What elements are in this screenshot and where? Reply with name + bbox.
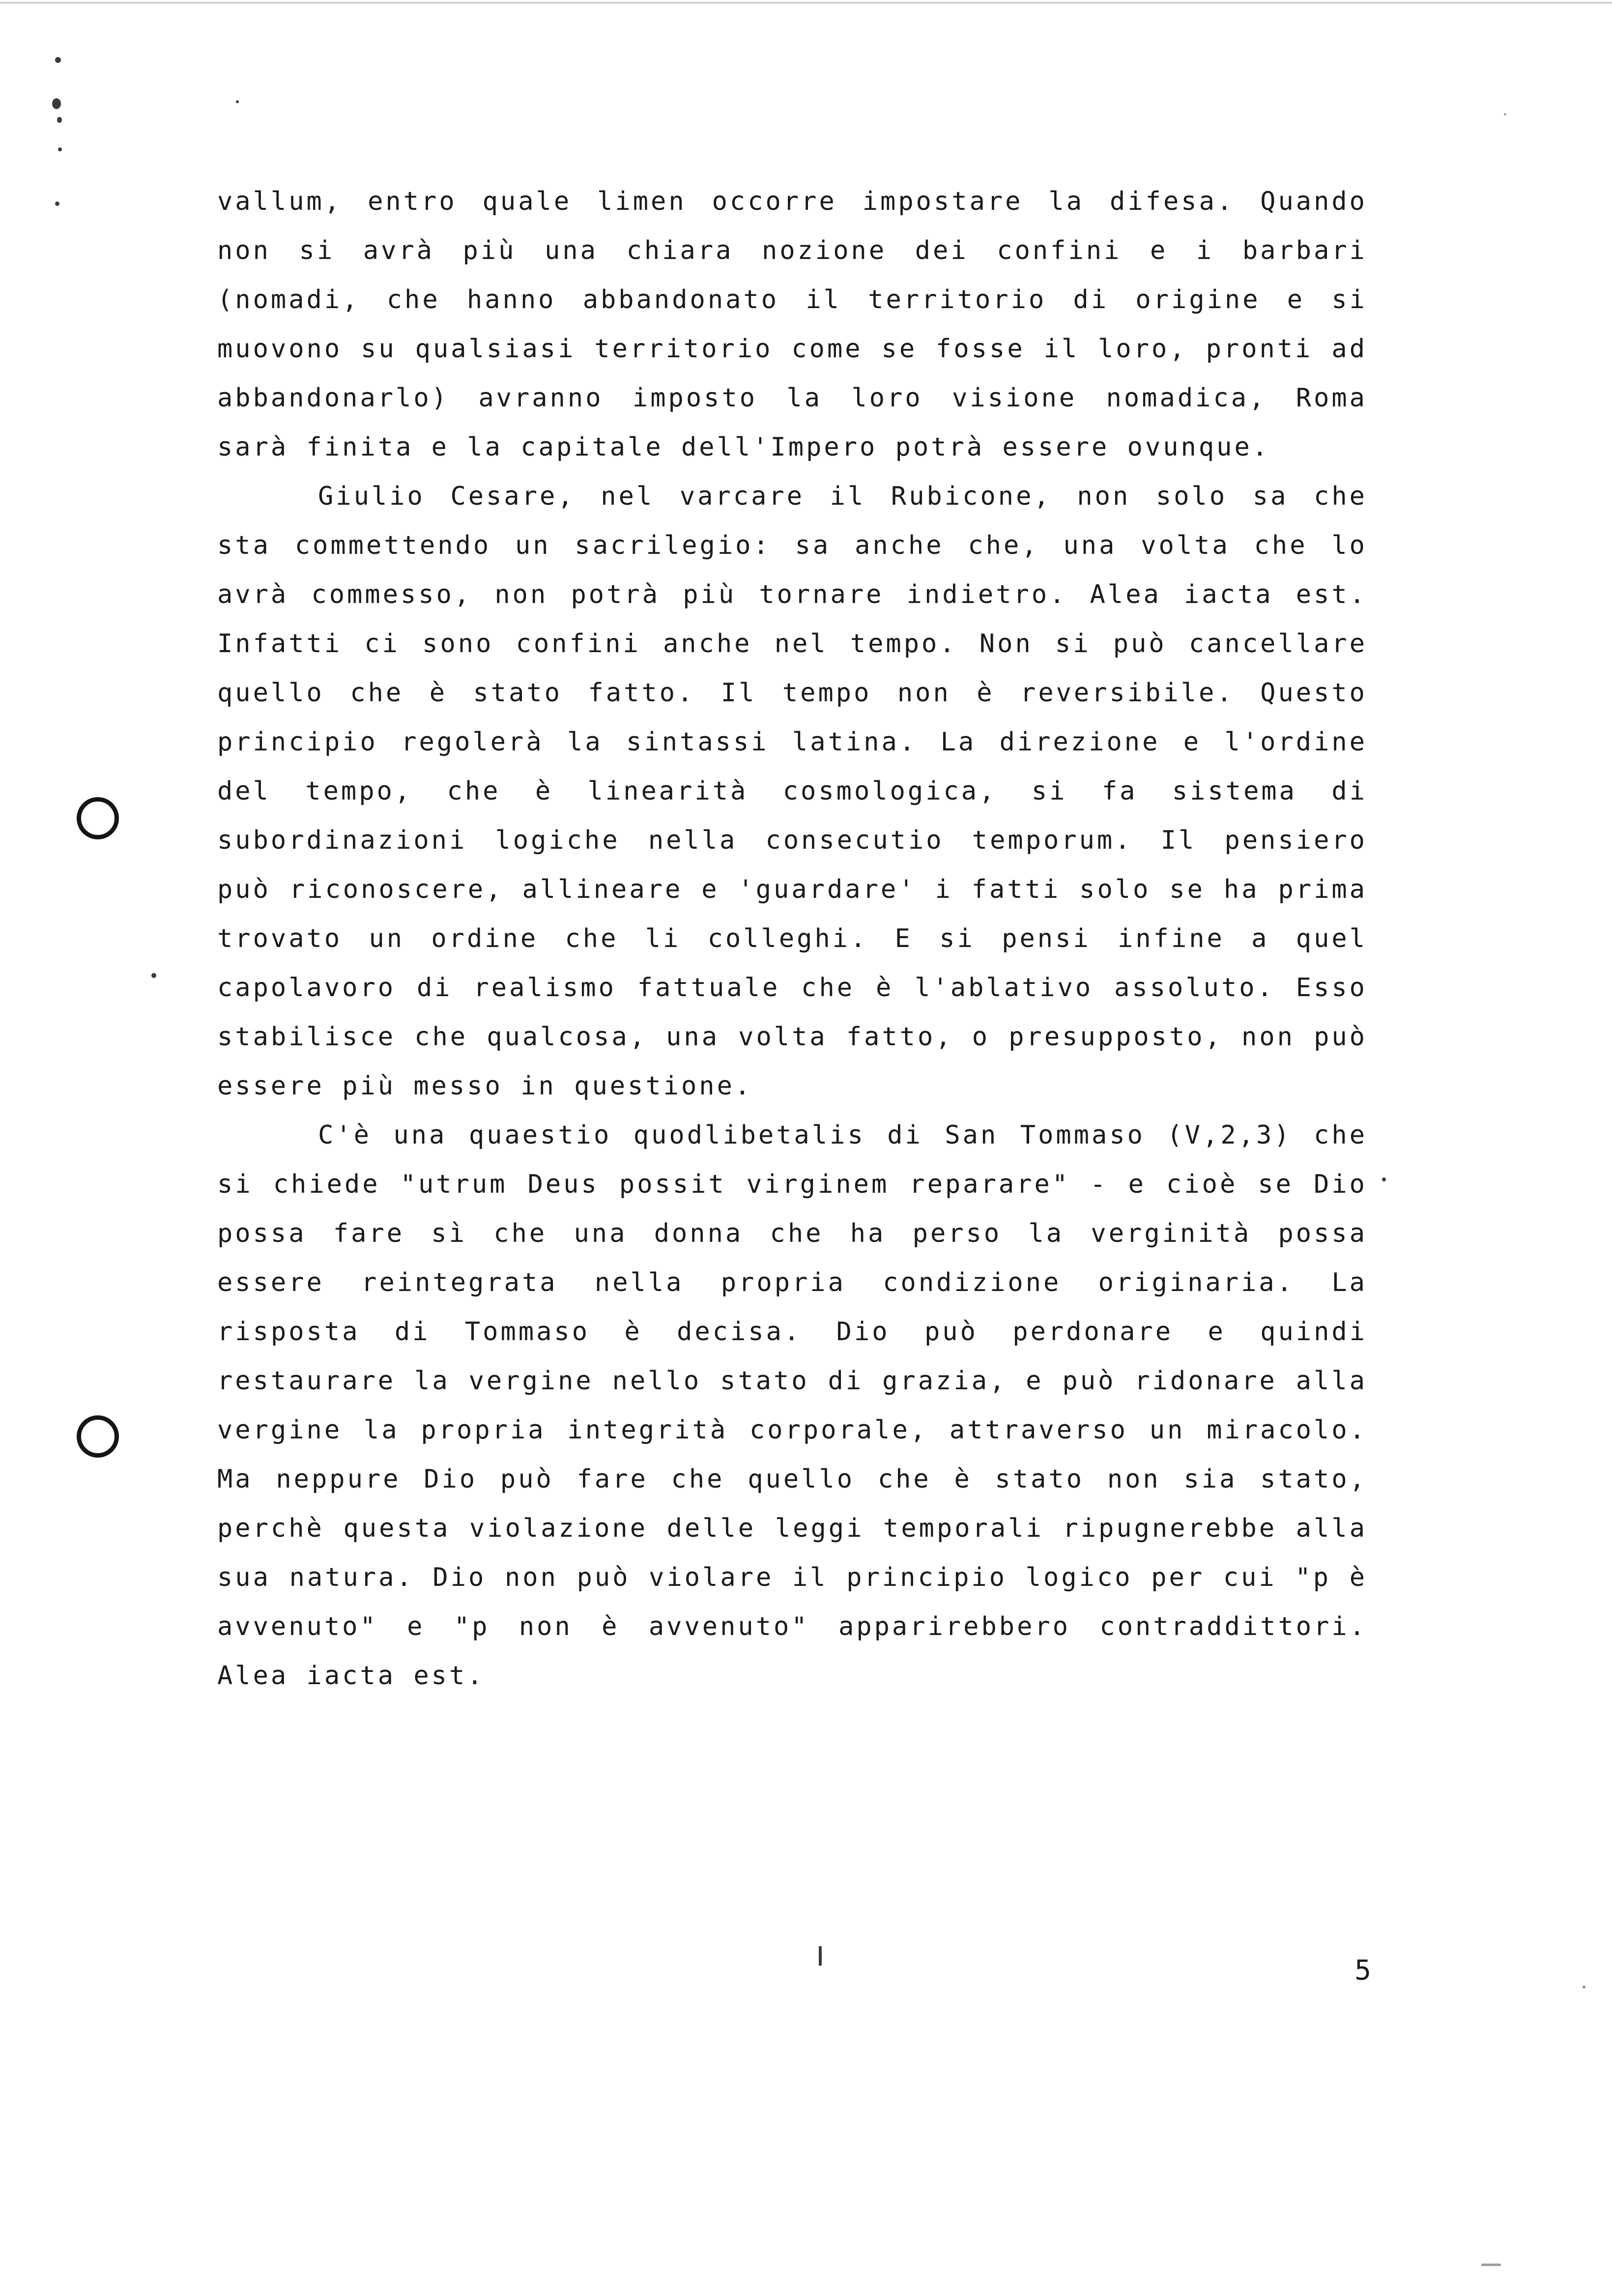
scan-speck [1382, 1177, 1386, 1181]
punch-hole-icon [77, 797, 119, 839]
scan-speck [236, 100, 239, 103]
scan-speck [58, 147, 62, 151]
scan-speck [57, 117, 62, 123]
scan-speck [52, 98, 61, 109]
scan-speck [1504, 113, 1506, 115]
body-text [217, 177, 1367, 1700]
paragraph: C'è una quaestio quodlibetalis di San Tommaso (V,2,3) che si chiede "utrum Deus possit virginem reparare" - e cioè se Dio possa fare sì che una donna che ha perso la verginità possa essere reintegrata nella propria condizione originaria. La risposta di Tommaso è decisa. Dio può perdonare e quindi restaurare la vergine nello stato di grazia, e può ridonare alla vergine la propria integrità corporale, attraverso un miracolo. Ma neppure Dio può fare che quello che è stato non sia stato, perchè questa violazione delle leggi temporali ripugnerebbe alla sua natura. Dio non può violare il principio logico per cui "p è avvenuto" e "p non è avvenuto" apparirebbero contraddittori. Alea iacta est. [217, 1120, 1367, 1691]
scan-speck [819, 1946, 822, 1966]
scan-speck [151, 973, 156, 978]
paragraph: vallum, entro quale limen occorre impostare la difesa. Quando non si avrà più una chiara nozione dei confini e i barbari (nomadi, che hanno abbandonato il territorio di origine e si muovono su qualsiasi territorio come se fosse il loro, pronti ad abbandonarlo) avranno imposto la loro visione nomadica, Roma sarà finita e la capitale dell'Impero potrà essere ovunque. [217, 187, 1367, 462]
paragraph: Giulio Cesare, nel varcare il Rubicone, non solo sa che sta commettendo un sacrilegio: sa anche che, una volta che lo avrà commesso, non potrà più tornare indietro. Alea iacta est. Infatti ci sono confini anche nel tempo. Non si può cancellare quello che è stato fatto. Il tempo non è reversibile. Questo principio regolerà la sintassi latina. La direzione e l'ordine del tempo, che è linearità cosmologica, si fa sistema di subordinazioni logiche nella consecutio temporum. Il pensiero può riconoscere, allineare e 'guardare' i fatti solo se ha prima trovato un ordine che li colleghi. E si pensi infine a quel capolavoro di realismo fattuale che è l'ablativo assoluto. Esso stabilisce che qualcosa, una volta fatto, o presupposto, non può essere più messo in questione. [217, 482, 1367, 1101]
scan-speck [55, 201, 59, 206]
scan-speck [1481, 2264, 1501, 2266]
punch-hole-icon [77, 1415, 119, 1458]
scan-top-edge [0, 2, 1612, 3]
scan-speck [1583, 1985, 1585, 1988]
scan-speck [55, 57, 61, 63]
page-number: 5 [1354, 1954, 1371, 1986]
